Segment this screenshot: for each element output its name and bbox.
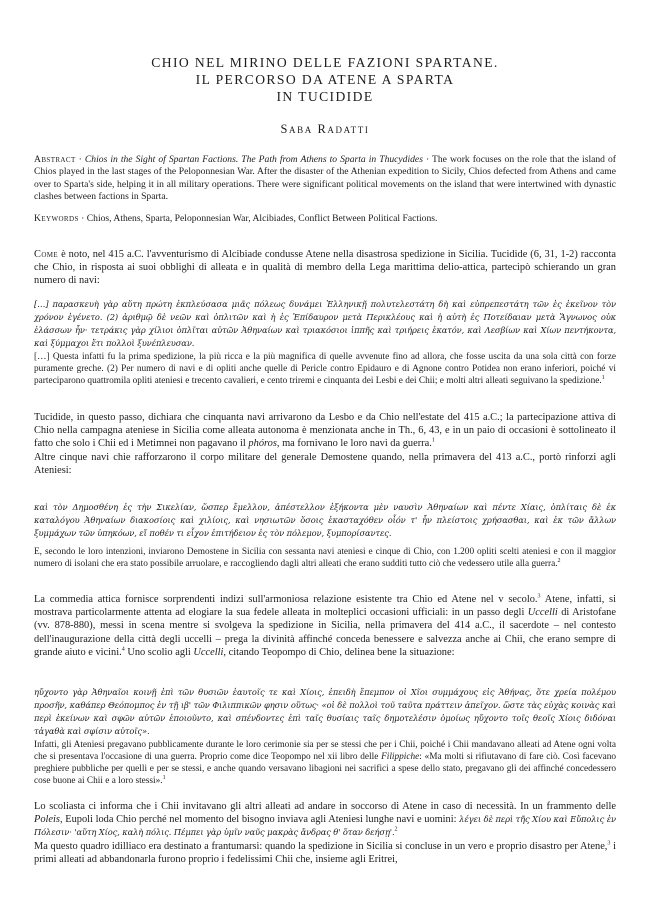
paragraph-text: è noto, nel 415 a.C. l'avventurismo di Alcibiade condusse Atene nella disastrosa spedizione in Sicilia. Tucidide (6, 31, 1-2) racconta che Chio, in risposta ai suoi obblighi di alleata e in qualità di membro della Lega marittima delio-attica, partecipò schierando un gran numero di navi: xyxy=(34,249,616,287)
footnote-ref: 3 xyxy=(607,840,611,847)
translation-text: Infatti, gli Ateniesi pregavano pubblicamente durante le loro cerimonie sia per se stessi che per i Chii, poiché i Chii mandavano alleati ad Atene ogni volta che si presentava l'occasione di una guerra. Proprio come dice Teopompo nel xii libro delle xyxy=(34,740,616,763)
article-title xyxy=(40,54,610,105)
abstract xyxy=(34,154,616,203)
footnote-ref: 1 xyxy=(601,375,605,382)
greek-text: καὶ τὸν Δημοσθένη ἐς τὴν Σικελίαν, ὥσπερ ἔμελλον, ἀπέστελλον ἑξήκοντα μὲν ναυσὶν Ἀθηναίων καὶ πέντε Χίαις, ὁπλίταις δὲ ἐκ καταλόγου Ἀθηναίων διακοσίοις καὶ χιλίοις, καὶ νησιωτῶν ὅσοις ἑκασταχόθεν οἷόν τ' ἦν πλείστοις χρήσασθαι, καὶ ἐκ τῶν ἄλλων ξυμμάχων τῶν ὑπηκόων, εἴ ποθέν τι εἶχον ἐπιτήδειον ἐς τὸν πόλεμον, ξυμπορίσαντες. xyxy=(34,502,616,539)
body-paragraph xyxy=(34,411,616,477)
greek-quotation xyxy=(34,686,616,738)
paragraph-text: Lo scoliasta ci informa che i Chii invitavano gli altri alleati ad andare in soccorso di Atene in caso di necessità. In un frammento delle xyxy=(34,801,616,812)
paragraph-text: di Aristofane (vv. 878-880), messi in scena mentre si svolgeva la spedizione in Sicilia, nella primavera del 414 a.C., il sacerdote – nel contesto dell'inaugurazione della città degli uccelli – prega la divinità affinché conceda benessere e salvezza anche ai Chii, che erano sempre di grande aiuto e vicini. xyxy=(34,607,616,658)
greek-quotation xyxy=(34,298,616,350)
paragraph-text: Uno scolio agli xyxy=(124,646,194,658)
paragraph-text: , citando Teopompo di Chio, delinea bene la situazione: xyxy=(223,646,455,658)
italian-translation xyxy=(34,351,616,387)
abstract-text: · The work focuses on the role that the island of Chios played in the last stages of the Peloponnesian War. After the disaster of the Athenian expedition to Sicily, Chios defected from Athens and came over to Sparta's side, helping it in all military operations. There were significant political movements on the island that were intertwined with dynastic clashes between factions in Sparta. xyxy=(34,154,616,202)
abstract-separator: · xyxy=(75,154,85,165)
title-line: IL PERCORSO DA ATENE A SPARTA xyxy=(195,72,455,87)
italic-term: phóros xyxy=(248,438,277,450)
translation-text: […] Questa infatti fu la prima spedizione, la più ricca e la più magnifica di quelle avvenute fino ad allora, che fosse uscita da una sola città con forze puramente greche. (2) Per numero di navi e di opliti anche quelle di Pericle contro Epidauro e di Agnone contro Potidea non erano inferiori, poiché vi parteciparono quattromila opliti ateniesi e trecento cavalieri, e cento triremi e cinquanta dei Lesbi e dei Chii; e molti altri alleati seguivano la spedizione. xyxy=(34,352,616,387)
body-paragraph xyxy=(34,800,616,866)
paragraph-text: , Eupoli loda Chio perché nel momento del bisogno inviava agli Ateniesi lunghe navi e uomini: xyxy=(59,814,460,826)
title-line: CHIO NEL MIRINO DELLE FAZIONI SPARTANE. xyxy=(151,55,499,70)
italic-title: Uccelli xyxy=(193,646,224,658)
opening-word: Come xyxy=(34,249,59,260)
italian-translation xyxy=(34,739,616,787)
greek-quotation xyxy=(34,501,616,540)
title-line: IN TUCIDIDE xyxy=(276,89,374,104)
keywords-text: · Chios, Athens, Sparta, Peloponnesian War, Alcibiades, Conflict Between Political Factions. xyxy=(78,213,438,224)
greek-text: λέγει δὲ περὶ τῆς Χίου καὶ Εὔπολις ἐν xyxy=(459,814,616,825)
footnote-ref: 2 xyxy=(394,826,398,833)
greek-text: · 'αὕτη Χίος, καλὴ πόλις. Πέμπει γὰρ ὑμῖν ναῦς μακρὰς ἄνδρας θ' ὅταν δεήσῃ'. xyxy=(69,827,395,838)
paragraph-text: , ma fornivano le loro navi da guerra. xyxy=(276,438,432,450)
footnote-ref: 4 xyxy=(121,646,125,653)
keywords-label: Keywords xyxy=(34,213,79,224)
translation-text: E, secondo le loro intenzioni, inviarono Demostene in Sicilia con sessanta navi ateniesi e cinque di Chio, con 1.200 opliti scelti ateniesi e con il maggior numero di isolani che era stato possibile arruolare, e raccogliendo dagli altri alleati che erano sudditi tutto ciò che vedessero utile alla guerra. xyxy=(34,547,616,570)
keywords xyxy=(34,213,616,225)
greek-text: […] παρασκευὴ γὰρ αὕτη πρώτη ἐκπλεύσασα μιᾶς πόλεως δυνάμει Ἑλληνικῇ πολυτελεστάτη δὴ καὶ εὐπρεπεστάτη τῶν ἐς ἐκεῖνον τὸν χρόνον ἐγένετο. (2) ἀριθμῷ δὲ νεῶν καὶ ὁπλιτῶν καὶ ἡ ἐς Ἐπίδαυρον μετὰ Περικλέους καὶ ἡ αὐτὴ ἐς Ποτείδαιαν μετὰ Ἅγνωνος οὐκ ἐλάσσων ἦν· τετράκις γὰρ χίλιοι ὁπλῖται αὐτῶν Ἀθηναίων καὶ τριακόσιοι ἱππῆς καὶ τριήρεις ἑκατόν, καὶ Λεσβίων καὶ Χίων πεντήκοντα, καὶ ξύμμαχοι ἔτι πολλοὶ ξυνέπλευσαν. xyxy=(34,299,616,349)
footnote-ref: 2 xyxy=(557,558,561,564)
paragraph-text: Ma questo quadro idilliaco era destinato a frantumarsi: quando la spedizione in Sicilia si concluse in un vero e proprio disastro per Atene, xyxy=(34,840,608,852)
paragraph-text: Atene, infatti, si mostrava particolarmente attenta ad elogiare la sua fedele alleata in molteplici occasioni ufficiali: in un passo degli xyxy=(34,594,616,619)
italic-title: Filippiche xyxy=(381,752,420,763)
paragraph-text: Tucidide, in questo passo, dichiara che cinquanta navi arrivarono da Lesbo e da Chio nell'estate del 415 a.C.; la partecipazione attiva di Chio nella campagna ateniese in Sicilia come alleata autonoma è menzionata anche in Th., 6, 43, e in un paio di occasioni è sottolineato il fatto che solo i Chii ed i Metimnei non pagavano il xyxy=(34,412,616,450)
abstract-label: Abstract xyxy=(34,154,76,165)
greek-text: Πόλεσιν xyxy=(34,827,70,838)
paragraph-text: i primi alleati ad abbandonarla furono proprio i fedelissimi Chii che, insieme agli Eritrei, xyxy=(34,840,616,865)
italic-title: Poleis xyxy=(34,814,60,826)
body-paragraph xyxy=(34,593,616,659)
abstract-english-title: Chios in the Sight of Spartan Factions. The Path from Athens to Sparta in Thucydides xyxy=(84,154,423,165)
greek-text: ηὔχοντο γὰρ Ἀθηναῖοι κοινῇ ἐπὶ τῶν θυσιῶν ἑαυτοῖς τε καὶ Χίοις, ἐπειδὴ ἔπεμπον οἱ Χῖοι συμμάχους εἰς Ἀθήνας, ὅτε χρεία πολέμου προσῆν, καθάπερ Θεόπομπος ἐν τῇ ιβ' τῶν Φιλιππικῶν φησιν οὕτως· «οἱ δὲ πολλοὶ τοῦ ταῦτα πράττειν ἀπεῖχον. ὥστε τὰς εὐχὰς κοινὰς καὶ περὶ ἐκείνων καὶ σφῶν αὐτῶν ἐποιοῦντο, καὶ σπένδοντες ἐπὶ ταῖς θυσίαις ταῖς δημοτελέσιν ὁμοίως ηὔχοντο τοῖς θεοῖς Χίοις διδόναι τἀγαθὰ καὶ σφίσιν αὐτοῖς». xyxy=(34,687,616,737)
italian-translation xyxy=(34,546,616,570)
footnote-ref: 1 xyxy=(431,437,435,444)
body-paragraph xyxy=(34,248,616,288)
footnote-ref: 1 xyxy=(162,775,166,782)
author-name: Saba Radatti xyxy=(280,122,370,136)
italic-title: Uccelli xyxy=(527,607,558,619)
footnote-ref: 3 xyxy=(537,593,541,600)
translation-text: : «Ma molti si rifiutavano di fare ciò. Così facevano preghiere pubbliche per quelli e per se stessi, e anche quando versavano libagioni nei sacrifici a spese dello stato, pregavano gli dei affinché concedessero cose buone ai Chii e a loro stessi». xyxy=(34,752,616,787)
paragraph-text: La commedia attica fornisce sorprendenti indizi sull'armoniosa relazione esistente tra Chio ed Atene nel v secolo. xyxy=(34,594,538,605)
paragraph-text: Altre cinque navi chie rafforzarono il corpo militare del generale Demostene quando, nella primavera del 413 a.C., portò rinforzi agli Ateniesi: xyxy=(34,451,616,476)
